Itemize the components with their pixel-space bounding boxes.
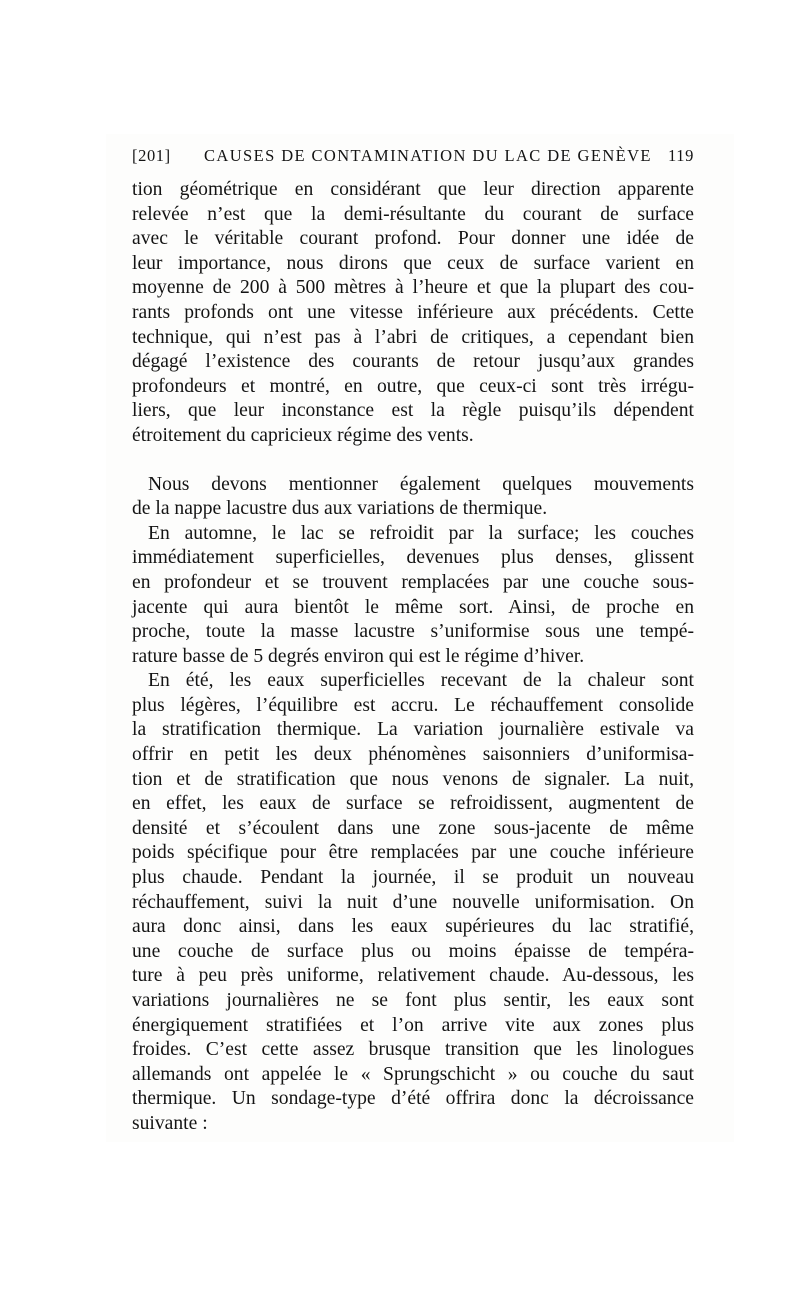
paragraph-2: [132, 473, 694, 522]
text-line: liers, que leur inconstance est la règle puisqu’ils dépendent: [132, 400, 694, 422]
text-line: énergiquement stratifiées et l’on arrive vite aux zones plus: [132, 1014, 694, 1036]
paragraph-3: [132, 522, 694, 670]
text-line: profondeurs et montré, en outre, que ceux-ci sont très irrégu-: [132, 375, 694, 397]
text-line: une couche de surface plus ou moins épaisse de tempéra-: [132, 940, 694, 962]
book-page: [106, 134, 734, 1142]
text-line: dégagé l’existence des courants de retour jusqu’aux grandes: [132, 351, 694, 373]
text-line: technique, qui n’est pas à l’abri de critiques, a cependant bien: [132, 326, 694, 348]
text-line: en profondeur et se trouvent remplacées par une couche sous-: [132, 571, 694, 593]
text-line: de la nappe lacustre dus aux variations de thermique.: [132, 498, 548, 520]
text-line: en effet, les eaux de surface se refroidissent, augmentent de: [132, 793, 694, 815]
page-number: 119: [668, 146, 694, 165]
text-line: jacente qui aura bientôt le même sort. Ainsi, de proche en: [132, 596, 694, 618]
text-line: densité et s’écoulent dans une zone sous-jacente de même: [132, 817, 694, 839]
text-line: avec le véritable courant profond. Pour donner une idée de: [132, 228, 694, 250]
text-line: En été, les eaux superficielles recevant de la chaleur sont: [148, 670, 694, 692]
text-line: relevée n’est que la demi-résultante du courant de surface: [132, 203, 694, 225]
text-line: moyenne de 200 à 500 mètres à l’heure et que la plupart des cou-: [132, 277, 694, 299]
text-line: leur importance, nous dirons que ceux de surface varient en: [132, 252, 694, 274]
text-line: tion et de stratification que nous venons de signaler. La nuit,: [132, 768, 694, 790]
text-line: plus légères, l’équilibre est accru. Le réchauffement consolide: [132, 694, 694, 716]
paragraph-4: [132, 669, 694, 1136]
text-line: thermique. Un sondage-type d’été offrira donc la décroissance: [132, 1088, 694, 1110]
text-line: rants profonds ont une vitesse inférieure aux précédents. Cette: [132, 301, 694, 323]
text-line: tion géométrique en considérant que leur direction apparente: [132, 179, 694, 200]
running-head: [132, 146, 694, 168]
text-line: ture à peu près uniforme, relativement chaude. Au-dessous, les: [132, 965, 694, 987]
text-line: variations journalières ne se font plus sentir, les eaux sont: [132, 990, 694, 1011]
running-title: CAUSES DE CONTAMINATION DU LAC DE GENÈVE: [204, 146, 652, 165]
text-line: suivante :: [132, 1112, 208, 1134]
text-line: En automne, le lac se refroidit par la surface; les couches: [148, 522, 694, 544]
text-line: étroitement du capricieux régime des vents.: [132, 424, 474, 446]
page-reference: [201]: [132, 146, 171, 165]
text-line: aura donc ainsi, dans les eaux supérieures du lac stratifié,: [132, 916, 694, 938]
text-line: Nous devons mentionner également quelques mouvements: [148, 473, 694, 495]
text-line: rature basse de 5 degrés environ qui est le régime d’hiver.: [132, 645, 585, 667]
text-line: réchauffement, suivi la nuit d’une nouvelle uniformisation. On: [132, 891, 694, 913]
text-line: allemands ont appelée le « Sprungschicht » ou couche du saut: [132, 1063, 694, 1085]
paragraph-gap: [132, 449, 694, 473]
text-line: poids spécifique pour être remplacées par une couche inférieure: [132, 842, 694, 864]
text-line: offrir en petit les deux phénomènes saisonniers d’uniformisa-: [132, 744, 694, 766]
text-line: froides. C’est cette assez brusque transition que les linologues: [132, 1039, 694, 1061]
paragraph-1: [132, 178, 694, 449]
text-line: immédiatement superficielles, devenues plus denses, glissent: [132, 547, 694, 569]
text-line: proche, toute la masse lacustre s’uniformise sous une tempé-: [132, 621, 694, 643]
text-line: la stratification thermique. La variation journalière estivale va: [132, 719, 694, 741]
text-line: plus chaude. Pendant la journée, il se produit un nouveau: [132, 867, 694, 889]
body-text: [132, 178, 694, 1137]
